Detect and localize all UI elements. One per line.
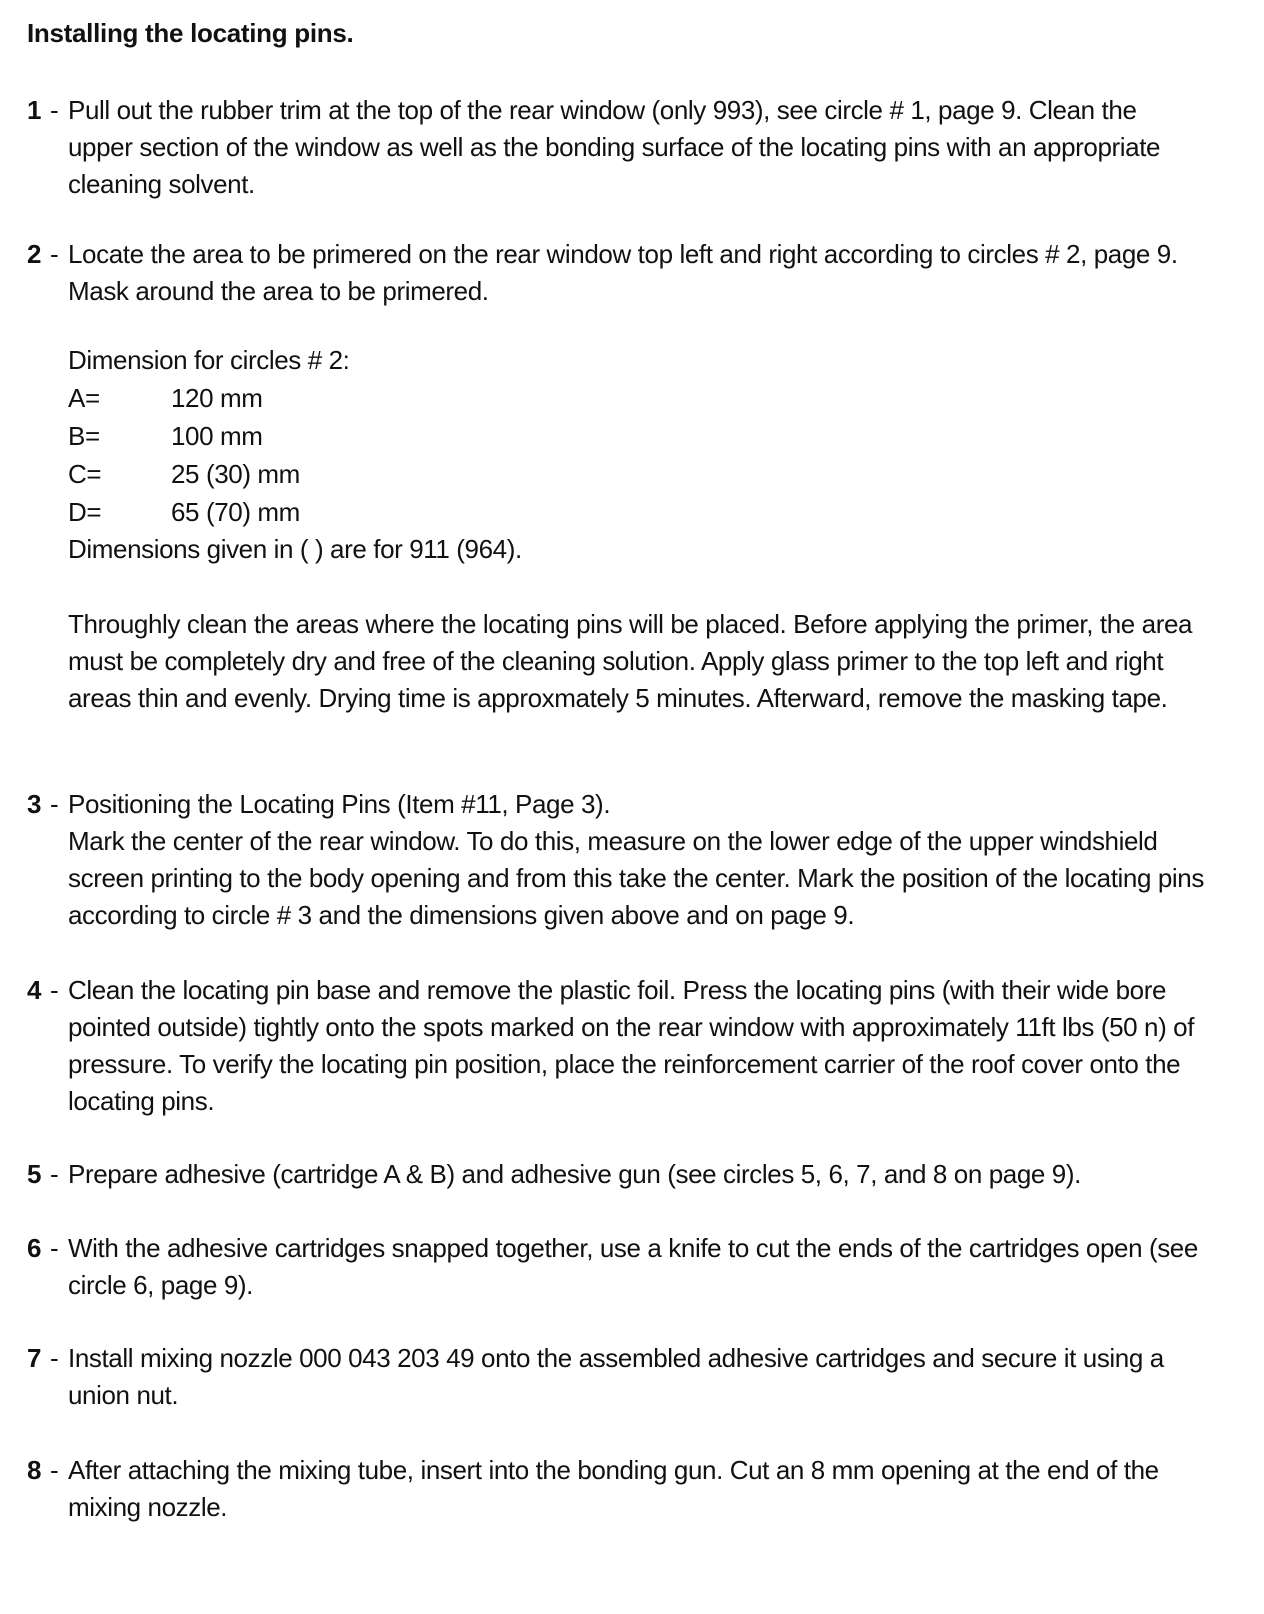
dimension-row-b: [68, 417, 1208, 455]
step-2: [27, 236, 1207, 310]
dimensions-note: Dimensions given in ( ) are for 911 (964).: [68, 534, 522, 564]
step-3: [27, 786, 1207, 934]
step-text: Pull out the rubber trim at the top of the rear window (only 993), see circle # 1, page 9. Clean the upper section of the window as well as the bonding surface of the locating pins with an appropriate cleaning solvent.: [68, 95, 1161, 199]
step-dash: -: [50, 975, 59, 1005]
dimension-row-c: [68, 455, 1208, 493]
step-text: Clean the locating pin base and remove the plastic foil. Press the locating pins (with their wide bore pointed outside) tightly onto the spots marked on the rear window with approximately 11ft lbs (50 n) of pressure. To verify the locating pin position, place the reinforcement carrier of the roof cover onto the locating pins.: [68, 975, 1195, 1116]
dimension-value: 120 mm: [171, 383, 263, 413]
step-text: With the adhesive cartridges snapped together, use a knife to cut the ends of the cartridges open (see circle 6, page 9).: [68, 1233, 1198, 1300]
dimension-label: B=: [68, 421, 100, 451]
step-text: Install mixing nozzle 000 043 203 49 onto the assembled adhesive cartridges and secure it using a union nut.: [68, 1343, 1164, 1410]
dimension-row-a: [68, 379, 1208, 417]
step-number: 7: [27, 1343, 42, 1373]
step-dash: -: [50, 95, 59, 125]
step-dash: -: [50, 1343, 59, 1373]
dimension-label: A=: [68, 383, 100, 413]
step-text: Locate the area to be primered on the rear window top left and right according to circles # 2, page 9. Mask around the area to be primered.: [68, 239, 1178, 306]
step-dash: -: [50, 1455, 59, 1485]
section-heading: Installing the locating pins.: [27, 18, 354, 48]
step-dash: -: [50, 789, 59, 819]
primer-paragraph: [68, 606, 1208, 717]
step-number: 5: [27, 1159, 42, 1189]
dimension-label: D=: [68, 497, 102, 527]
step-8: [27, 1452, 1207, 1526]
step-text: After attaching the mixing tube, insert into the bonding gun. Cut an 8 mm opening at the end of the mixing nozzle.: [68, 1455, 1159, 1522]
dimensions-title: Dimension for circles # 2:: [68, 345, 350, 375]
step-1: [27, 92, 1207, 203]
step-number: 4: [27, 975, 42, 1005]
step-dash: -: [50, 1233, 59, 1263]
step-dash: -: [50, 239, 59, 269]
step-5: [27, 1156, 1207, 1193]
step-dash: -: [50, 1159, 59, 1189]
step-6: [27, 1230, 1207, 1304]
step-text: Mark the center of the rear window. To do this, measure on the lower edge of the upper windshield screen printing to the body opening and from this take the center. Mark the position of the locating pins according to circle # 3 and the dimensions given above and on page 9.: [68, 826, 1204, 930]
step-7: [27, 1340, 1207, 1414]
step-4: [27, 972, 1207, 1120]
step-number: 1: [27, 95, 42, 125]
dimension-value: 25 (30) mm: [171, 459, 300, 489]
dimension-row-d: [68, 493, 1208, 531]
paragraph-text: Throughly clean the areas where the locating pins will be placed. Before applying the primer, the area must be completely dry and free of the cleaning solution. Apply glass primer to the top left and right areas thin and evenly. Drying time is approxmately 5 minutes. Afterward, remove the masking tape.: [68, 609, 1193, 713]
step-number: 3: [27, 789, 42, 819]
step-title: Positioning the Locating Pins (Item #11, Page 3).: [68, 789, 611, 819]
dimension-value: 65 (70) mm: [171, 497, 300, 527]
dimensions-block: [68, 342, 1208, 568]
dimension-label: C=: [68, 459, 102, 489]
dimension-value: 100 mm: [171, 421, 263, 451]
step-number: 2: [27, 239, 42, 269]
step-text: Prepare adhesive (cartridge A & B) and adhesive gun (see circles 5, 6, 7, and 8 on page 9).: [68, 1159, 1081, 1189]
step-number: 6: [27, 1233, 42, 1263]
step-number: 8: [27, 1455, 42, 1485]
